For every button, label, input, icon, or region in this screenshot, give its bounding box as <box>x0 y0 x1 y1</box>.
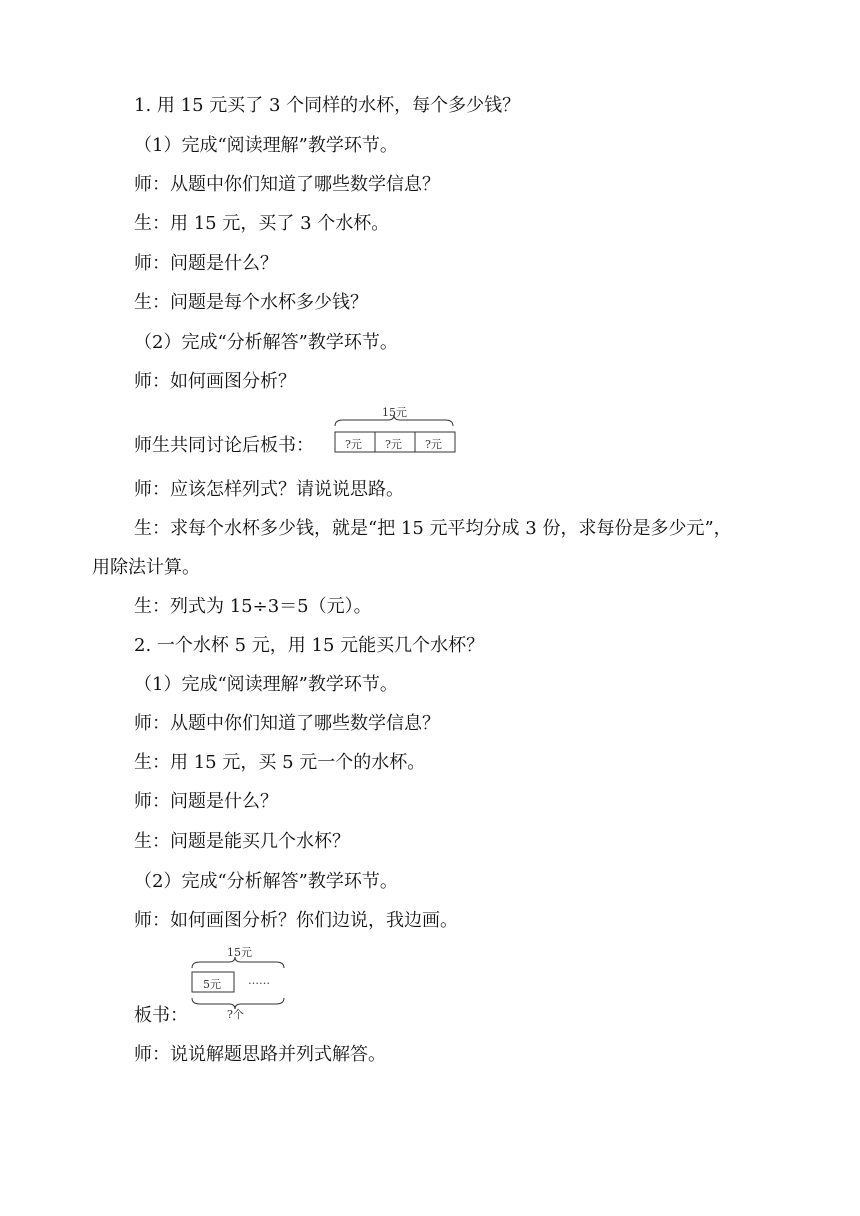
teacher-line: 师：应该怎样列式？请说说思路。 <box>134 479 404 500</box>
teacher-line: 师：如何画图分析？你们边说，我边画。 <box>134 910 458 931</box>
diagram-part-label: 5元 <box>203 978 221 991</box>
teacher-line: 师：问题是什么？ <box>134 791 278 812</box>
step-analysis: （2）完成“分析解答”教学环节。 <box>134 871 398 892</box>
student-line: 生：求每个水杯多少钱，就是“把 15 元平均分成 3 份，求每份是多少元”， <box>134 518 732 539</box>
diagram-count-label: ?个 <box>227 1008 244 1021</box>
step-reading: （1）完成“阅读理解”教学环节。 <box>134 135 398 156</box>
diagram-ellipsis: …… <box>248 974 270 987</box>
segment-diagram-2 <box>190 944 290 1022</box>
student-line: 生：问题是能买几个水杯？ <box>134 831 350 852</box>
student-line: 生：问题是每个水杯多少钱？ <box>134 292 368 313</box>
student-formula: 生：列式为 15÷3＝5（元）。 <box>134 596 372 617</box>
teacher-line: 师：从题中你们知道了哪些数学信息？ <box>134 713 440 734</box>
diagram-part-label: ?元 <box>385 438 402 451</box>
teacher-line: 师：问题是什么？ <box>134 253 278 274</box>
board-intro: 师生共同讨论后板书： <box>134 435 314 456</box>
board-label: 板书： <box>134 1005 188 1026</box>
teacher-line: 师：如何画图分析？ <box>134 371 296 392</box>
diagram-total-label: 15元 <box>227 946 252 959</box>
student-line-cont: 用除法计算。 <box>92 557 200 578</box>
student-line: 生：用 15 元，买 5 元一个的水杯。 <box>134 752 426 773</box>
step-reading: （1）完成“阅读理解”教学环节。 <box>134 674 398 695</box>
diagram-part-label: ?元 <box>345 438 362 451</box>
problem-2-title: 2. 一个水杯 5 元，用 15 元能买几个水杯？ <box>134 635 485 656</box>
step-analysis: （2）完成“分析解答”教学环节。 <box>134 332 398 353</box>
problem-1-title: 1. 用 15 元买了 3 个同样的水杯，每个多少钱？ <box>134 95 521 116</box>
segment-diagram-1 <box>333 404 457 454</box>
teacher-line: 师：从题中你们知道了哪些数学信息？ <box>134 174 440 195</box>
diagram-total-label: 15元 <box>382 406 407 419</box>
student-line: 生：用 15 元，买了 3 个水杯。 <box>134 213 390 234</box>
teacher-line: 师：说说解题思路并列式解答。 <box>134 1044 386 1065</box>
diagram-part-label: ?元 <box>425 438 442 451</box>
